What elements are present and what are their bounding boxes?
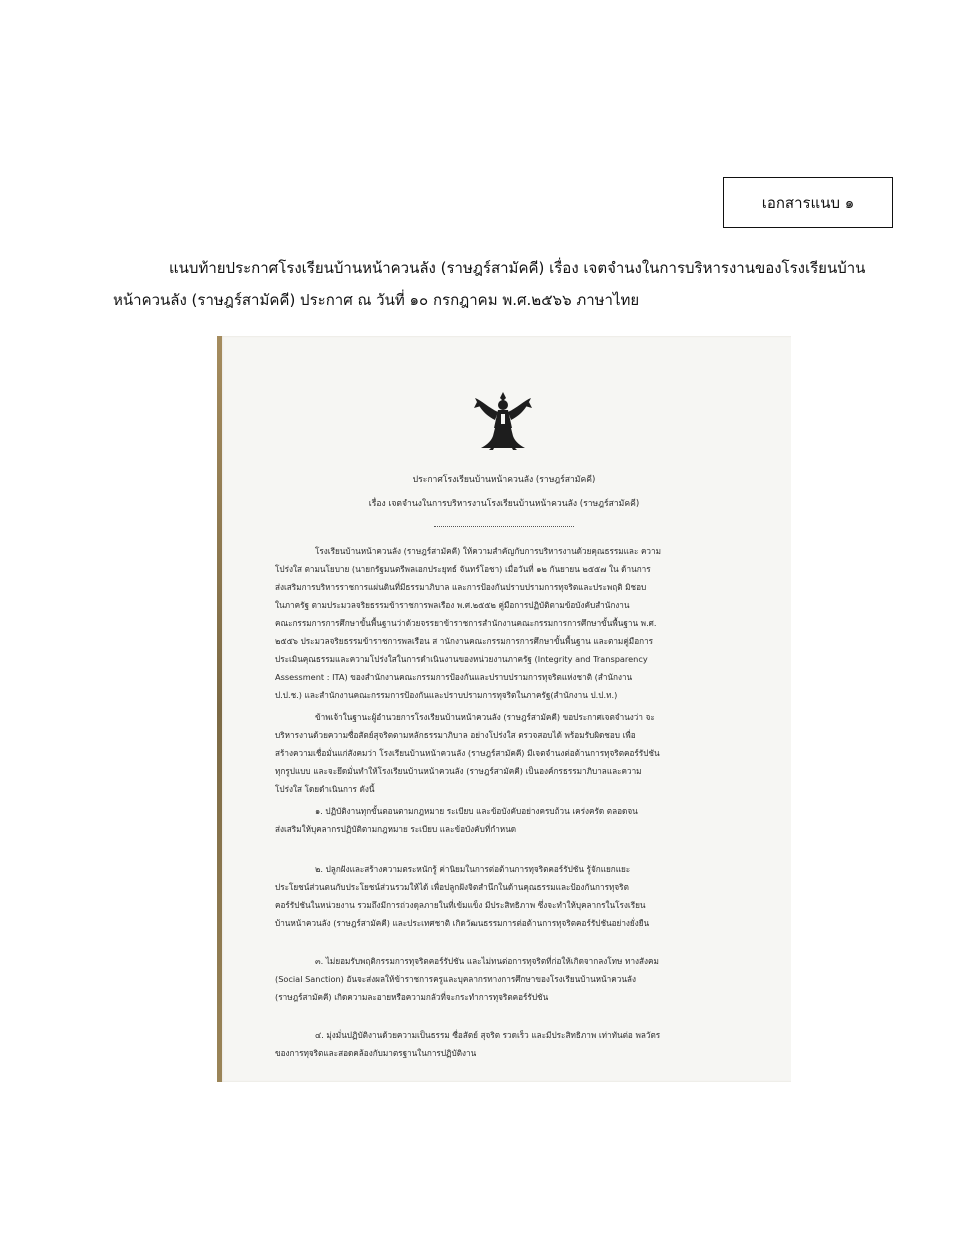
- text-line: (Social Sanction) อันจะส่งผลให้ข้าราชการครูและบุคลากรทางการศึกษาของโรงเรียนบ้านหน้าควนลัง: [275, 974, 636, 984]
- item-4: [275, 1026, 747, 1062]
- text-line: ของการทุจริตและสอดคล้องกับมาตรฐานในการปฏิบัติงาน: [275, 1048, 477, 1058]
- intro-line: แนบท้ายประกาศโรงเรียนบ้านหน้าควนลัง (ราษฎร์สามัคคี) เรื่อง เจตจำนงในการบริหารงานของโรงเรียนบ้าน: [169, 259, 866, 277]
- text-line: บ้านหน้าควนลัง (ราษฎร์สามัคคี) และประเทศชาติ เกิดวัฒนธรรมการต่อต้านการทุจริตคอร์รัปชันอย่างยั่งยืน: [275, 918, 650, 928]
- intro-paragraph: [113, 252, 873, 316]
- paragraph-declaration: [275, 708, 747, 798]
- item-1: [275, 802, 747, 838]
- announcement-title: ประกาศโรงเรียนบ้านหน้าควนลัง (ราษฎร์สามัคคี): [412, 475, 596, 485]
- item-3: [275, 952, 747, 1006]
- intro-line: หน้าควนลัง (ราษฎร์สามัคคี) ประกาศ ณ วันที่ ๑๐ กรกฎาคม พ.ศ.๒๕๖๖ ภาษาไทย: [113, 291, 640, 309]
- text-line: ๔. มุ่งมั่นปฏิบัติงานด้วยความเป็นธรรม ซื่อสัตย์ สุจริต รวดเร็ว และมีประสิทธิภาพ เท่าทันต่อ พลวัตร: [315, 1030, 661, 1040]
- text-line: โรงเรียนบ้านหน้าควนลัง (ราษฎร์สามัคคี) ให้ความสำคัญกับการบริหารงานด้วยคุณธรรมและ ความ: [315, 546, 662, 556]
- attachment-label-box: [723, 177, 893, 228]
- text-line: ในภาครัฐ ตามประมวลจริยธรรมข้าราชการพลเรือง พ.ศ.๒๕๕๒ คู่มือการปฏิบัติตามข้อบังคับสำนักงาน: [275, 600, 630, 610]
- text-line: ประเมินคุณธรรมและความโปร่งใสในการดำเนินงานของหน่วยงานภาครัฐ (Integrity and Transparency: [275, 654, 648, 664]
- garuda-emblem-icon: [471, 388, 535, 452]
- text-line: (ราษฎร์สามัคคี) เกิดความละอายหรือความกลัวที่จะกระทำการทุจริตคอร์รัปชัน: [275, 992, 549, 1002]
- text-line: บริหารงานด้วยความซื่อสัตย์สุจริตตามหลักธรรมาภิบาล อย่างโปร่งใส ตรวจสอบได้ พร้อมรับผิดชอบ เพื่อ: [275, 730, 636, 740]
- text-line: ๒๕๕๖ ประมวลจริยธรรมข้าราชการพลเรือน ส านักงานคณะกรรมการการศึกษาขั้นพื้นฐาน และตามคู่มือการ: [275, 636, 654, 646]
- text-line: โปร่งใส ตามนโยบาย (นายกรัฐมนตรีพลเอกประยุทธ์ จันทร์โอชา) เมื่อวันที่ ๑๒ กันยายน ๒๕๕๗ ใน ด้านการ: [275, 564, 651, 574]
- text-line: คอร์รัปชันในหน่วยงาน รวมถึงมีการถ่วงดุลภายในที่เข้มแข็ง มีประสิทธิภาพ ซึ่งจะทำให้บุคลากรในโรงเรียน: [275, 900, 646, 910]
- text-line: ส่งเสริมการบริหารราชการแผ่นดินที่มีธรรมาภิบาล และการป้องกันปราบปรามการทุจริตและประพฤติ มิชอบ: [275, 582, 647, 592]
- text-line: Assessment : ITA) ของสำนักงานคณะกรรมการป้องกันและปราบปรามการทุจริตแห่งชาติ (สำนักงาน: [275, 672, 633, 682]
- text-line: โปร่งใส โดยดำเนินการ ดังนี้: [275, 784, 375, 794]
- text-line: ป.ป.ช.) และสำนักงานคณะกรรมการป้องกันและปราบปรามการทุจริตในภาครัฐ(สำนักงาน ป.ป.ท.): [275, 690, 618, 700]
- dotted-divider: [434, 526, 574, 527]
- item-2: [275, 860, 747, 932]
- text-line: คณะกรรมการการศึกษาขั้นพื้นฐานว่าด้วยจรรยาข้าราชการสำนักงานคณะกรรมการการศึกษาขั้นพื้นฐาน พ.ศ.: [275, 618, 657, 628]
- scan-paper-edge: [217, 336, 222, 1082]
- text-line: ๑. ปฏิบัติงานทุกขั้นตอนตามกฎหมาย ระเบียบ และข้อบังคับอย่างครบถ้วน เคร่งครัด ตลอดจน: [315, 806, 638, 816]
- scanned-announcement: [217, 336, 791, 1082]
- text-line: ๒. ปลูกฝังและสร้างความตระหนักรู้ ค่านิยมในการต่อต้านการทุจริตคอร์รัปชัน รู้จักแยกแยะ: [315, 864, 631, 874]
- text-line: ๓. ไม่ยอมรับพฤติกรรมการทุจริตคอร์รัปชัน และไม่ทนต่อการทุจริตที่ก่อให้เกิดจากลงโทษ ทางสังคม: [315, 956, 659, 966]
- attachment-label: เอกสารแนบ ๑: [761, 193, 855, 212]
- text-line: ส่งเสริมให้บุคลากรปฏิบัติตามกฎหมาย ระเบียบ และข้อบังคับที่กำหนด: [275, 824, 517, 834]
- text-line: ข้าพเจ้าในฐานะผู้อำนวยการโรงเรียนบ้านหน้าควนลัง (ราษฎร์สามัคคี) ขอประกาศเจตจำนงว่า จะ: [315, 712, 655, 722]
- announcement-subject: เรื่อง เจตจำนงในการบริหารงานโรงเรียนบ้านหน้าควนลัง (ราษฎร์สามัคคี): [368, 499, 640, 509]
- text-line: ประโยชน์ส่วนตนกับประโยชน์ส่วนรวมให้ได้ เพื่อปลูกฝังจิตสำนึกในด้านคุณธรรมและป้องกันการทุจริต: [275, 882, 629, 892]
- paragraph-intro: [275, 542, 747, 704]
- text-line: ทุกรูปแบบ และจะยึดมั่นทำให้โรงเรียนบ้านหน้าควนลัง (ราษฎร์สามัคคี) เป็นองค์กรธรรมาภิบาลและความ: [275, 766, 642, 776]
- text-line: สร้างความเชื่อมั่นแก่สังคมว่า โรงเรียนบ้านหน้าควนลัง (ราษฎร์สามัคคี) มีเจตจำนงต่อต้านการทุจริตคอร์รัปชัน: [275, 748, 660, 758]
